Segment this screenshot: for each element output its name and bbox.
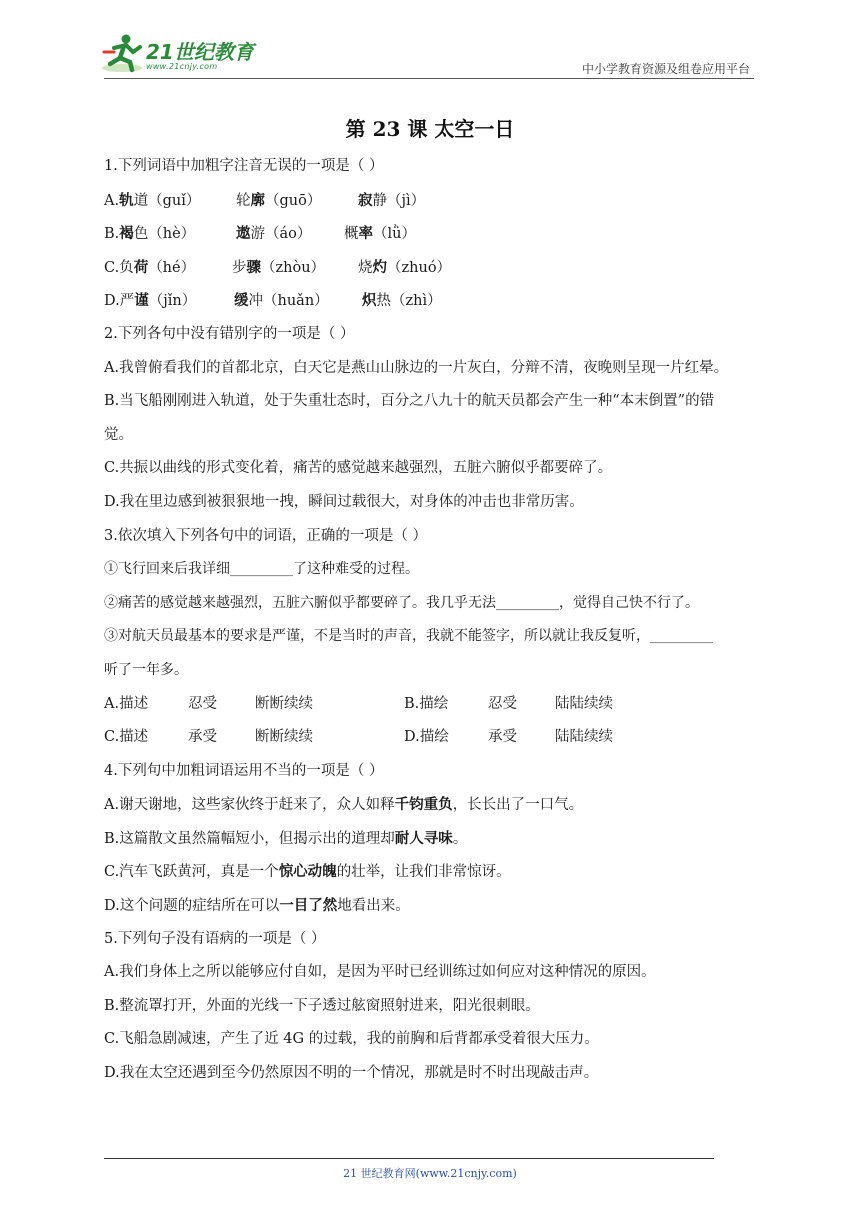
q3-options-row-1 bbox=[104, 688, 758, 722]
header-divider bbox=[104, 78, 754, 79]
q2-option-a: A.我曾俯看我们的首都北京，白天它是燕山山脉边的一片灰白，分辩不清，夜晚则呈现一片红晕。 bbox=[104, 359, 729, 376]
q3-option-a-3: 断断续续 bbox=[255, 695, 313, 712]
q4-option-c bbox=[104, 855, 758, 889]
q3-option-a-2: 忍受 bbox=[188, 695, 217, 712]
site-logo bbox=[100, 32, 270, 78]
q4-a-tail: ，长长出了一口气。 bbox=[452, 797, 584, 814]
q3-option-d-1: D.描绘 bbox=[404, 729, 449, 746]
q4-b-bold: 耐人寻味 bbox=[394, 829, 453, 847]
q1-option-b bbox=[104, 217, 758, 251]
q4-c-text: C.汽车飞跃黄河，真是一个 bbox=[104, 864, 279, 881]
q3-option-c-3: 断断续续 bbox=[255, 729, 313, 746]
q5-option-b: B.整流罩打开，外面的光线一下子透过舷窗照射进来，阳光很刺眼。 bbox=[104, 997, 540, 1014]
footer-source: 21 世纪教育网(www.21cnjy.com) bbox=[343, 1167, 517, 1180]
q1-option-c bbox=[104, 251, 758, 285]
q1-a-word3: 寂静（jì） bbox=[358, 191, 426, 209]
q4-option-b bbox=[104, 822, 758, 856]
q4-option-a bbox=[104, 788, 758, 822]
q1-option-d bbox=[104, 284, 758, 318]
q4-c-tail: 的壮举，让我们非常惊讶。 bbox=[336, 864, 511, 881]
q1-c-word2: 步骤（zhòu） bbox=[232, 258, 326, 276]
q4-c-bold: 惊心动魄 bbox=[278, 863, 337, 881]
q3-option-c-2: 承受 bbox=[188, 729, 217, 746]
q5-option-a: A.我们身体上之所以能够应付自如，是因为平时已经训练过如何应对这种情况的原因。 bbox=[104, 964, 656, 981]
q4-d-text: D.这个问题的症结所在可以 bbox=[104, 898, 280, 915]
q3-stem: 3.依次填入下列各句中的词语，正确的一项是（ ） bbox=[104, 527, 427, 544]
q3-sentence-3-line2: 听了一年多。 bbox=[104, 661, 188, 678]
q1-b-word1: B.褐色（hè） bbox=[104, 225, 196, 243]
q2-option-b-line2: 觉。 bbox=[104, 426, 133, 443]
q3-options-row-2 bbox=[104, 721, 758, 755]
logo-url: www.21cnjy.com bbox=[146, 62, 218, 71]
q3-sentence-1: ①飞行回来后我详细_________了这种难受的过程。 bbox=[104, 561, 419, 578]
q1-stem: 1.下列词语中加粗字注音无误的一项是（ ） bbox=[104, 158, 384, 174]
q1-d-word2: 缓冲（huǎn） bbox=[234, 292, 329, 310]
q4-option-d bbox=[104, 889, 758, 923]
q1-a-word1: A.轨道（guǐ） bbox=[104, 191, 201, 209]
q3-option-a-1: A.描述 bbox=[104, 695, 149, 712]
question-list bbox=[104, 150, 758, 1091]
page-title: 第 23 课 太空一日 bbox=[345, 117, 515, 141]
q4-a-text: A.谢天谢地，这些家伙终于赶来了，众人如释 bbox=[104, 797, 395, 814]
q2-option-c: C.共振以曲线的形式变化着，痛苦的感觉越来越强烈，五脏六腑似乎都要碎了。 bbox=[104, 460, 613, 477]
q2-stem: 2.下列各句中没有错别字的一项是（ ） bbox=[104, 325, 355, 342]
q4-d-bold: 一目了然 bbox=[279, 897, 338, 915]
platform-name: 中小学教育资源及组卷应用平台 bbox=[581, 62, 750, 76]
page-header bbox=[0, 0, 860, 80]
q1-b-word2: 遨游（áo） bbox=[236, 225, 312, 243]
q5-option-c: C.飞船急剧减速，产生了近 4G 的过载，我的前胸和后背都承受着很大压力。 bbox=[104, 1031, 599, 1048]
q5-stem: 5.下列句子没有语病的一项是（ ） bbox=[104, 930, 326, 947]
q1-b-word3: 概率（lǜ） bbox=[344, 225, 416, 243]
q4-a-bold: 千钧重负 bbox=[394, 796, 453, 814]
q3-option-c-1: C.描述 bbox=[104, 729, 149, 746]
q3-sentence-3-line1: ③对航天员最基本的要求是严谨，不是当时的声音，我就不能签字，所以就让我反复听，_________ bbox=[104, 628, 713, 645]
q5-option-d: D.我在太空还遇到至今仍然原因不明的一个情况，那就是时不时出现敲击声。 bbox=[104, 1065, 599, 1082]
q1-c-word3: 烧灼（zhuó） bbox=[358, 258, 452, 276]
q3-option-b-1: B.描绘 bbox=[404, 695, 449, 712]
q1-d-word1: D.严谨（jǐn） bbox=[104, 292, 197, 310]
q4-d-tail: 地看出来。 bbox=[337, 898, 410, 915]
q2-option-b-line1: B.当飞船刚刚进入轨道，处于失重壮态时，百分之八九十的航天员都会产生一种“本末倒置”的错 bbox=[104, 393, 715, 410]
q4-b-text: B.这篇散文虽然篇幅短小，但揭示出的道理却 bbox=[104, 830, 395, 847]
logo-text: 21世纪教育 bbox=[146, 40, 254, 64]
q1-option-a bbox=[104, 184, 758, 218]
q1-c-word1: C.负荷（hé） bbox=[104, 258, 196, 276]
q3-option-b-3: 陆陆续续 bbox=[555, 695, 613, 712]
q4-stem: 4.下列句中加粗词语运用不当的一项是（ ） bbox=[104, 762, 384, 779]
q1-a-word2: 轮廓（guō） bbox=[236, 191, 322, 209]
q3-option-b-2: 忍受 bbox=[488, 695, 517, 712]
q3-option-d-3: 陆陆续续 bbox=[555, 729, 613, 746]
q4-b-tail: 。 bbox=[452, 830, 468, 847]
q3-sentence-2: ②痛苦的感觉越来越强烈，五脏六腑似乎都要碎了。我几乎无法_________，觉得自己快不行了。 bbox=[104, 594, 699, 611]
q1-d-word3: 炽热（zhì） bbox=[362, 292, 442, 310]
q3-option-d-2: 承受 bbox=[488, 729, 517, 746]
q2-option-d: D.我在里边感到被狠狠地一拽，瞬间过载很大，对身体的冲击也非常历害。 bbox=[104, 493, 584, 510]
runner-logo-icon bbox=[100, 32, 146, 76]
footer-divider bbox=[104, 1158, 714, 1159]
